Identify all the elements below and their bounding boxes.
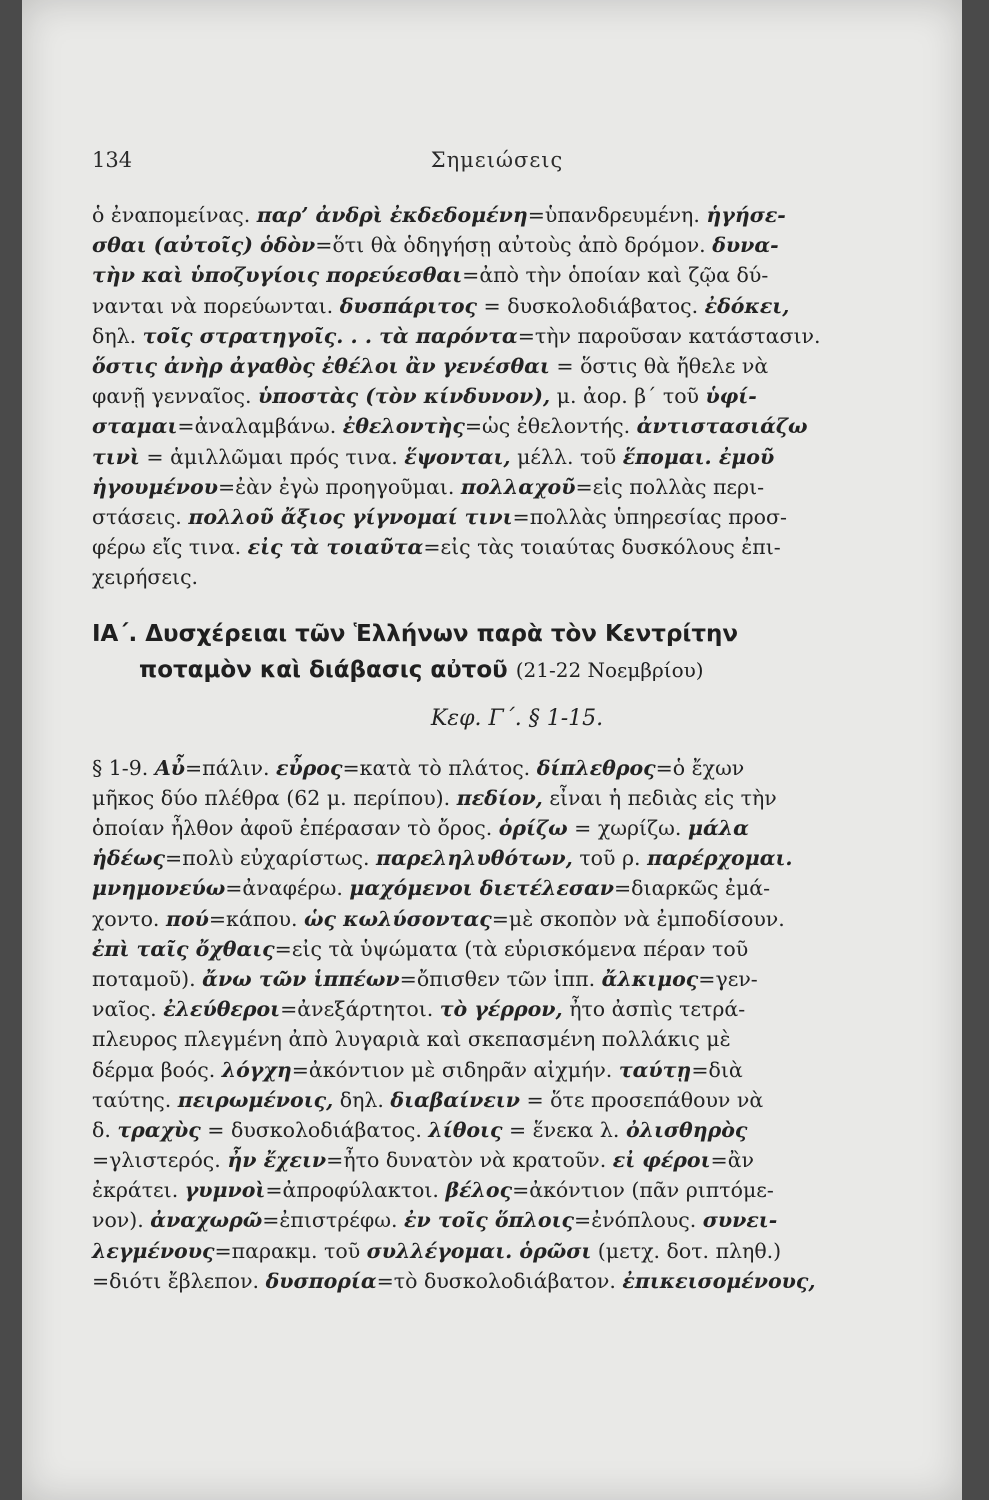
lemma-term: εἰς τὰ τοιαῦτα — [247, 535, 424, 560]
text-line — [92, 1236, 942, 1266]
gloss-text: (μετχ. δοτ. πληθ.) — [591, 1238, 782, 1263]
lemma-term: μνημονεύω — [92, 876, 226, 901]
lemma-term: ὅστις ἀνὴρ ἀγαθὸς ἐθέλοι ἂν γενέσθαι — [92, 353, 550, 378]
text-line — [92, 1115, 942, 1145]
gloss-text: φέρω εἴς τινα. — [92, 535, 248, 560]
gloss-text: φανῇ γενναῖος. — [92, 384, 258, 409]
gloss-text: =ἀναλαμβάνω. — [177, 414, 343, 439]
gloss-text: = χωρίζω. — [567, 816, 688, 841]
text-line — [92, 1205, 942, 1235]
lemma-term: ἐν τοῖς ὅπλοις — [404, 1208, 575, 1233]
gloss-text: =ἀπροφύλακτοι. — [265, 1178, 446, 1203]
lemma-term: πού — [165, 906, 209, 931]
running-head: Σημειώσεις — [430, 148, 564, 172]
gloss-text: =ἀκόντιον μὲ σιδηρᾶν αἰχμήν. — [291, 1057, 619, 1082]
gloss-text: =διότι ἔβλεπον. — [92, 1268, 266, 1293]
lemma-term: παρεληλυθότων, — [376, 846, 573, 871]
gloss-text: τοῦ ρ. — [572, 846, 648, 871]
gloss-text: =διαρκῶς ἐμά- — [613, 876, 771, 901]
lemma-term: ἐπικεισομένους, — [622, 1268, 816, 1293]
lemma-term: μαχόμενοι διετέλεσαν — [349, 876, 614, 901]
gloss-text: μέλλ. τοῦ — [510, 444, 623, 469]
gloss-text: χοντο. — [92, 906, 166, 931]
text-line — [92, 351, 942, 381]
lemma-term: τὴν καὶ ὑποζυγίοις πορεύεσθαι — [92, 263, 463, 288]
lemma-term: βέλος — [445, 1178, 513, 1203]
gloss-text: =πολλὰς ὑπηρεσίας προσ- — [512, 504, 787, 529]
text-line — [92, 1145, 942, 1175]
lemma-term: παρέρχομαι. — [647, 846, 793, 871]
lemma-term: μάλα — [687, 816, 749, 841]
text-line — [92, 1266, 942, 1296]
page-body — [92, 200, 942, 1296]
lemma-term: παρ’ ἀνδρὶ ἐκδεδομένη — [256, 203, 528, 227]
lemma-term: δυσπορία — [265, 1268, 377, 1293]
lemma-term: δίπλεθρος — [536, 755, 656, 780]
gloss-text: = δυσκολοδιάβατος. — [200, 1117, 429, 1142]
gloss-text: δ. — [92, 1117, 118, 1142]
text-line — [92, 562, 942, 592]
text-line — [92, 783, 942, 813]
gloss-text: =πολὺ εὐχαρίστως. — [165, 846, 377, 871]
lemma-term: ταύτῃ — [618, 1057, 692, 1082]
lemma-term: πεδίον, — [456, 785, 543, 810]
text-line — [92, 472, 942, 502]
lemma-term: λεγμένους — [92, 1238, 215, 1263]
gloss-text: =ὁ ἔχων — [655, 755, 745, 780]
lemma-term: σταμαι — [92, 414, 178, 439]
page-number: 134 — [92, 148, 133, 172]
lemma-term: λόγχη — [221, 1057, 292, 1082]
gloss-text: =ἀπὸ τὴν ὁποίαν καὶ ζῷα δύ- — [462, 263, 769, 288]
text-line — [92, 411, 942, 441]
lemma-term: ἐθελοντὴς — [342, 414, 465, 439]
gloss-text: = ὅτε προσεπάθουν νὰ — [519, 1087, 764, 1112]
gloss-text: ὁποίαν ἦλθον ἀφοῦ ἐπέρασαν τὸ ὄρος. — [92, 816, 499, 841]
lemma-term: συνει- — [702, 1208, 778, 1233]
gloss-text: ἐκράτει. — [92, 1178, 185, 1203]
lemma-term: τραχὺς — [117, 1117, 201, 1142]
gloss-text: δηλ. — [92, 323, 143, 348]
lemma-term: διαβαίνειν — [390, 1087, 520, 1112]
lemma-term: πολλοῦ ἄξιος γίγνομαί τινι — [188, 504, 513, 529]
lemma-term: συλλέγομαι. ὁρῶσι — [366, 1238, 592, 1263]
lemma-term: γυμνοὶ — [184, 1178, 266, 1203]
gloss-text: =ὄπισθεν τῶν ἱππ. — [399, 966, 602, 991]
gloss-text: =ἀνεξάρτητοι. — [280, 997, 440, 1022]
text-line — [92, 904, 942, 934]
lemma-term: ὀλισθηρὸς — [625, 1117, 748, 1142]
text-line — [92, 442, 942, 472]
gloss-text: § 1-9. — [92, 755, 155, 780]
gloss-text: =ἦτο δυνατὸν νὰ κρατοῦν. — [326, 1148, 613, 1173]
text-line — [92, 873, 942, 903]
lemma-term: ὁρίζω — [498, 816, 568, 841]
lemma-term: λίθοις — [428, 1117, 503, 1142]
lemma-term: ἐλεύθεροι — [163, 997, 281, 1022]
gloss-text: =ὅτι θὰ ὁδηγήσῃ αὐτοὺς ἀπὸ δρόμον. — [315, 233, 713, 258]
gloss-text: =πάλιν. — [184, 755, 276, 780]
gloss-text: ὁ ἐναπομείνας. — [92, 203, 257, 227]
gloss-text: δηλ. — [333, 1087, 391, 1112]
gloss-text: =ὡς ἐθελοντής. — [464, 414, 637, 439]
gloss-text: = ἁμιλλῶμαι πρός τινα. — [139, 444, 405, 469]
lemma-term: πειρωμένοις, — [177, 1087, 334, 1112]
lemma-term: πολλαχοῦ — [460, 474, 576, 499]
gloss-text: στάσεις. — [92, 504, 189, 529]
text-line — [92, 994, 942, 1024]
text-line — [92, 1085, 942, 1115]
lemma-term: τοῖς στρατηγοῖς. . . τὰ παρόντα — [142, 323, 518, 348]
lemma-term: ἄλκιμος — [601, 966, 699, 991]
gloss-text: νον). — [92, 1208, 151, 1233]
notes-paragraph-2 — [92, 753, 942, 1296]
lemma-term: ἦν ἔχειν — [227, 1148, 327, 1173]
gloss-text: =τὴν παροῦσαν κατάστασιν. — [517, 323, 821, 348]
gloss-text: =παρακμ. τοῦ — [214, 1238, 367, 1263]
gloss-text: πλευρος πλεγμένη ἀπὸ λυγαριὰ καὶ σκεπασμένη πολλάκις μὲ — [92, 1027, 731, 1052]
gloss-text: =μὲ σκοπὸν νὰ ἐμποδίσουν. — [491, 906, 785, 931]
lemma-term: ἡγουμένου — [92, 474, 218, 499]
gloss-text: ποταμοῦ). — [92, 966, 203, 991]
lemma-term: δυνα- — [712, 233, 779, 258]
gloss-text: =ἐπιστρέφω. — [262, 1208, 405, 1233]
lemma-term: ἡδέως — [92, 846, 166, 871]
gloss-text: =εἰς τὰ ὑψώματα (τὰ εὑρισκόμενα πέραν τοῦ — [274, 936, 749, 961]
gloss-text: =ἐὰν ἐγὼ προηγοῦμαι. — [217, 474, 461, 499]
gloss-text: =γεν- — [698, 966, 758, 991]
lemma-term: ἡγήσε- — [706, 203, 786, 227]
gloss-text: =τὸ δυσκολοδιάβατον. — [376, 1268, 623, 1293]
lemma-term: ἀναχωρῶ — [150, 1208, 263, 1233]
gloss-text: =ὑπανδρευμένη. — [527, 203, 707, 227]
gloss-text: =εἰς πολλὰς περι- — [575, 474, 765, 499]
gloss-text: = ὅστις θὰ ἤθελε νὰ — [549, 353, 769, 378]
lemma-term: τὸ γέρρον, — [439, 997, 563, 1022]
lemma-term: ὑποστὰς (τὸν κίνδυνον), — [258, 384, 551, 409]
lemma-term: σθαι (αὐτοῖς) ὁδὸν — [92, 233, 316, 258]
text-line — [92, 381, 942, 411]
lemma-term: ὑφί- — [705, 384, 757, 409]
text-line — [92, 200, 942, 230]
text-line — [92, 291, 942, 321]
lemma-term: ἄνω τῶν ἱππέων — [202, 966, 400, 991]
gloss-text: νανται νὰ πορεύωνται. — [92, 293, 340, 318]
gloss-text: =διὰ — [691, 1057, 743, 1082]
lemma-term: ἀντιστασιάζω — [636, 414, 808, 439]
gloss-text: ἦτο ἀσπὶς τετρά- — [562, 997, 746, 1022]
text-line — [92, 260, 942, 290]
text-line — [92, 753, 942, 783]
text-line — [92, 934, 942, 964]
text-line — [92, 230, 942, 260]
gloss-text: μῆκος δύο πλέθρα (62 μ. περίπου). — [92, 785, 457, 810]
gloss-text: μ. ἀορ. β΄ τοῦ — [550, 384, 706, 409]
section-title-line-1: ΙΑ΄. Δυσχέρειαι τῶν Ἑλλήνων παρὰ τὸν Κεντρίτην — [92, 621, 739, 648]
gloss-text: χειρήσεις. — [92, 565, 199, 590]
gloss-text: =κάπου. — [208, 906, 305, 931]
gloss-text: =γλιστερός. — [92, 1148, 228, 1173]
section-title-river: ποταμὸν καὶ διάβασις αὐτοῦ — [139, 657, 508, 684]
section-title-line-2 — [92, 652, 942, 688]
text-line — [92, 843, 942, 873]
text-line — [92, 1024, 942, 1054]
lemma-term: τινὶ — [92, 444, 140, 469]
lemma-term: ἐπὶ ταῖς ὄχθαις — [92, 936, 275, 961]
section-title-dates: (21-22 Νοεμβρίου) — [515, 658, 704, 683]
book-page — [22, 0, 962, 1500]
text-line — [92, 502, 942, 532]
lemma-term: ἕψονται, — [404, 444, 511, 469]
lemma-term: εἰ φέροι — [612, 1148, 711, 1173]
gloss-text: εἶναι ἡ πεδιὰς εἰς τὴν — [542, 785, 777, 810]
text-line — [92, 532, 942, 562]
section-title — [92, 616, 942, 688]
gloss-text: =ἐνόπλους. — [574, 1208, 703, 1233]
gloss-text: ναῖος. — [92, 997, 164, 1022]
text-line — [92, 813, 942, 843]
gloss-text: = ἕνεκα λ. — [502, 1117, 626, 1142]
text-line — [92, 321, 942, 351]
page-header — [92, 148, 902, 178]
gloss-text: =ἀναφέρω. — [225, 876, 350, 901]
text-line — [92, 964, 942, 994]
lemma-term: ἕπομαι. ἐμοῦ — [622, 444, 775, 469]
lemma-term: δυσπάριτος — [339, 293, 478, 318]
gloss-text: =ἂν — [710, 1148, 755, 1173]
gloss-text: =ἀκόντιον (πᾶν ριπτόμε- — [512, 1178, 774, 1203]
gloss-text: = δυσκολοδιάβατος. — [477, 293, 705, 318]
lemma-term: Αὖ — [154, 755, 185, 780]
gloss-text: =εἰς τὰς τοιαύτας δυσκόλους ἐπι- — [423, 535, 781, 560]
chapter-reference: Κεφ. Γ΄. § 1-15. — [430, 706, 604, 732]
text-line — [92, 1175, 942, 1205]
notes-paragraph-1 — [92, 200, 942, 592]
text-line — [92, 1055, 942, 1085]
lemma-term: ὡς κωλύσοντας — [304, 906, 492, 931]
gloss-text: ταύτης. — [92, 1087, 178, 1112]
lemma-term: εὖρος — [275, 755, 343, 780]
gloss-text: =κατὰ τὸ πλάτος. — [342, 755, 537, 780]
lemma-term: ἐδόκει, — [704, 293, 790, 318]
gloss-text: δέρμα βοός. — [92, 1057, 222, 1082]
